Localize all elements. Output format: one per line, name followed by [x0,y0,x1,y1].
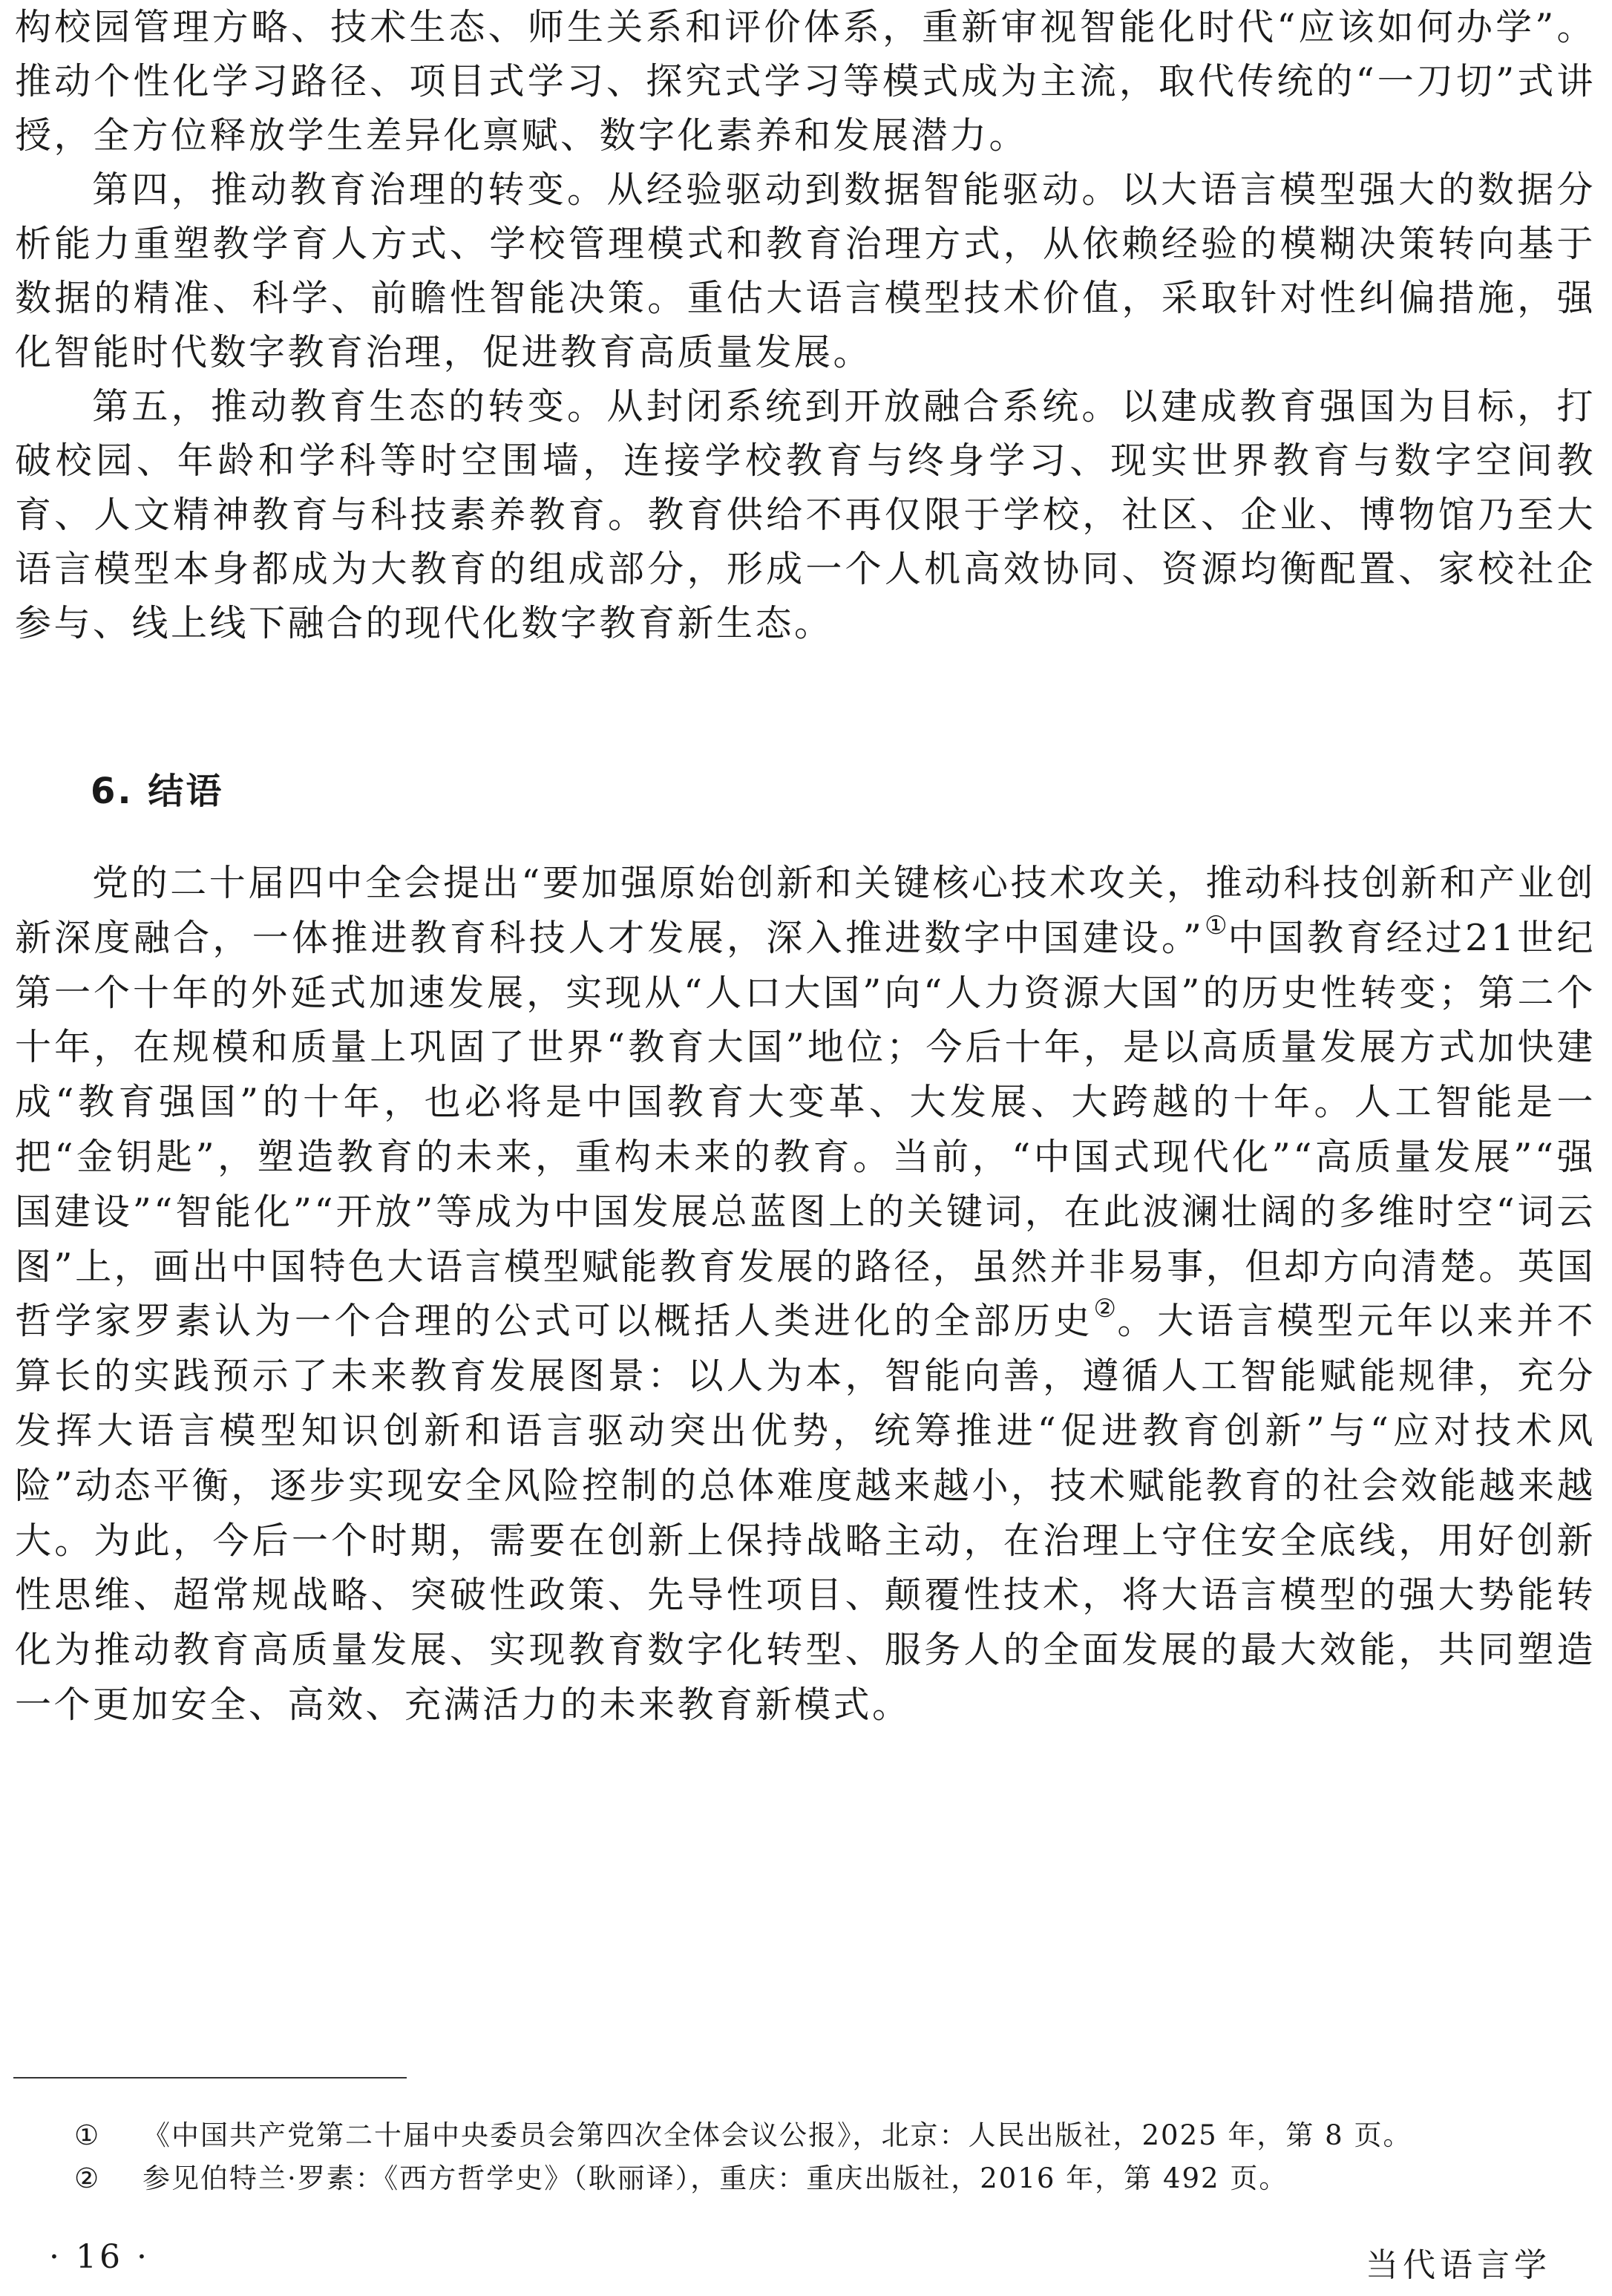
conclusion-paragraph [15,856,1596,1733]
footnote-1 [74,2114,1559,2157]
page-footer [0,2238,1612,2283]
journal-name: 当代语言学 [1366,2246,1551,2284]
page-number: · 16 · [49,2238,150,2276]
paragraph-ecology: 第五，推动教育生态的转变。从封闭系统到开放融合系统。以建成教育强国为目标，打破校园、年龄和学科等时空围墙，连接学校教育与终身学习、现实世界教育与数字空间教育、人文精神教育与科技素养教育。教育供给不再仅限于学校，社区、企业、博物馆乃至大语言模型本身都成为大教育的组成部分，形成一个人机高效协同、资源均衡配置、家校社企参与、线上线下融合的现代化数字教育新生态。 [15,385,1596,644]
paragraph-governance: 第四，推动教育治理的转变。从经验驱动到数据智能驱动。以大语言模型强大的数据分析能力重塑教学育人方式、学校管理模式和教育治理方式，从依赖经验的模糊决策转向基于数据的精准、科学、前瞻性智能决策。重估大语言模型技术价值，采取针对性纠偏措施，强化智能时代数字教育治理，促进教育高质量发展。 [15,169,1596,373]
footnote-text: 《中国共产党第二十届中央委员会第四次全体会议公报》，北京：人民出版社，2025 年，第 8 页。 [142,2119,1412,2151]
conclusion-text-part-3: 。大语言模型元年以来并不算长的实践预示了未来教育发展图景：以人为本，智能向善，遵循人工智能赋能规律，充分发挥大语言模型知识创新和语言驱动突出优势，统筹推进“促进教育创新”与“应对技术风险”动态平衡，逐步实现安全风险控制的总体难度越来越小，技术赋能教育的社会效能越来越大。为此，今后一个时期，需要在创新上保持战略主动，在治理上守住安全底线，用好创新性思维、超常规战略、突破性政策、先导性项目、颠覆性技术，将大语言模型的强大势能转化为推动教育高质量发展、实现教育数字化转型、服务人的全面发展的最大效能，共同塑造一个更加安全、高效、充满活力的未来教育新模式。 [15,1300,1596,1726]
footnote-text: 参见伯特兰·罗素：《西方哲学史》（耿丽译），重庆：重庆出版社，2016 年，第 492 页。 [142,2162,1288,2194]
continuation-paragraph: 构校园管理方略、技术生态、师生关系和评价体系，重新审视智能化时代“应该如何办学”。推动个性化学习路径、项目式学习、探究式学习等模式成为主流，取代传统的“一刀切”式讲授，全方位释放学生差异化禀赋、数字化素养和发展潜力。 [15,6,1596,157]
footnote-divider [13,2077,407,2078]
footnote-ref-1[interactable]: ① [1204,910,1228,941]
footnote-mark: ② [74,2162,101,2194]
footnote-mark: ① [74,2119,101,2151]
conclusion-text-part-2: 中国教育经过21世纪第一个十年的外延式加速发展，实现从“人口大国”向“人力资源大国”的历史性转变；第二个十年，在规模和质量上巩固了世界“教育大国”地位；今后十年，是以高质量发展方式加快建成“教育强国”的十年，也必将是中国教育大变革、大发展、大跨越的十年。人工智能是一把“金钥匙”，塑造教育的未来，重构未来的教育。当前，“中国式现代化”“高质量发展”“强国建设”“智能化”“开放”等成为中国发展总蓝图上的关键词，在此波澜壮阔的多维时空“词云图”上，画出中国特色大语言模型赋能教育发展的路径，虽然并非易事，但却方向清楚。英国哲学家罗素认为一个合理的公式可以概括人类进化的全部历史 [15,916,1596,1343]
footnote-2 [74,2157,1559,2200]
footnotes [74,2114,1559,2200]
body-text [15,0,1596,650]
footnote-ref-2[interactable]: ② [1093,1294,1118,1324]
conclusion-text-part-1: 党的二十届四中全会提出“要加强原始创新和关键核心技术攻关，推动科技创新和产业创新深度融合，一体推进教育科技人才发展，深入推进数字中国建设。” [15,862,1596,959]
section-heading: 6. 结语 [91,771,224,812]
conclusion-section [15,856,1596,1733]
